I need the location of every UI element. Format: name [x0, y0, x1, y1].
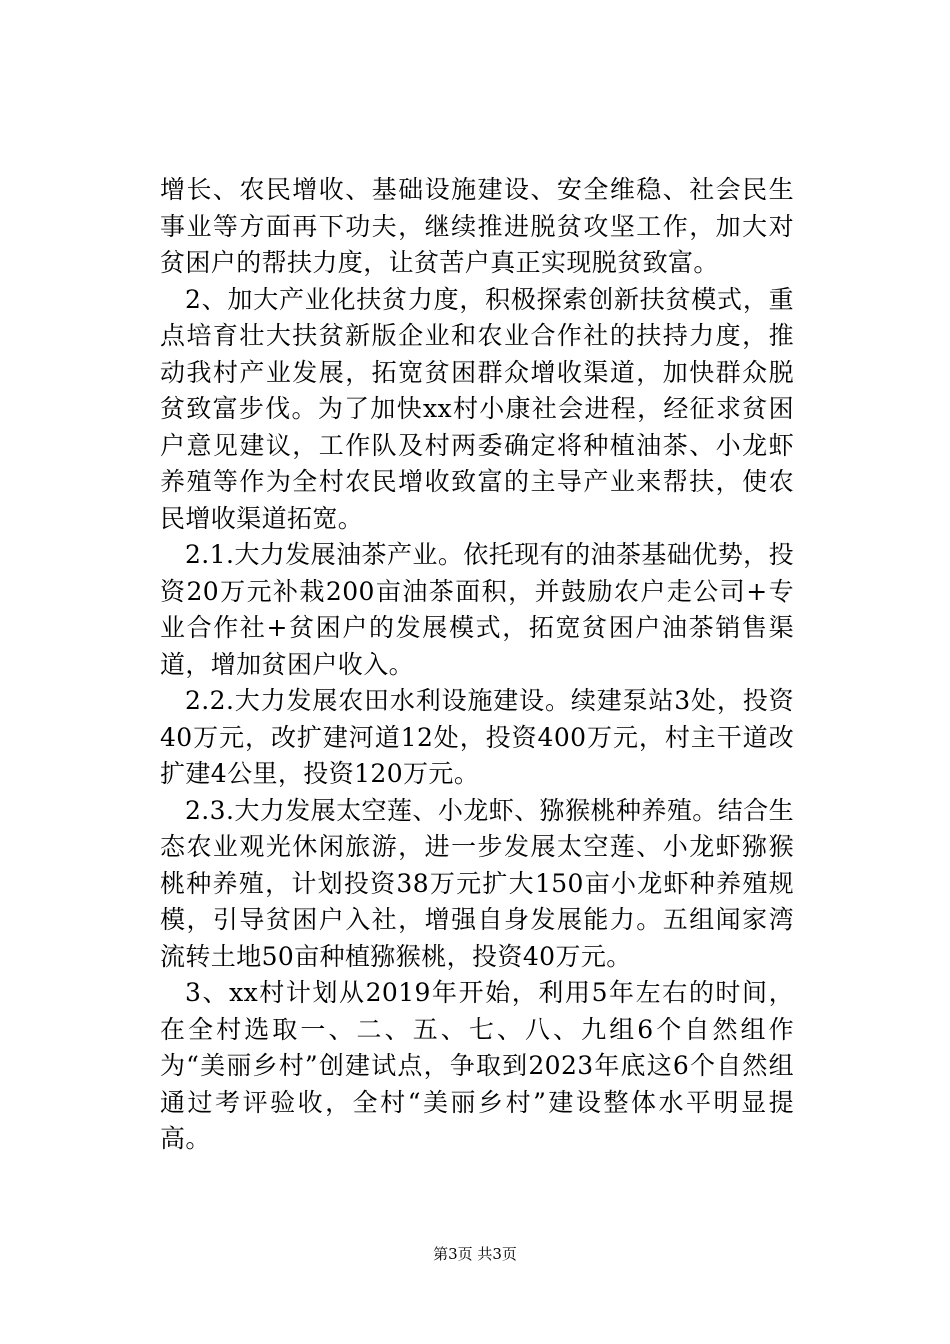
paragraph-item-2-2: 2.2.大力发展农田水利设施建设。续建泵站3处，投资40万元，改扩建河道12处，投资400万元，村主干道改扩建4公里，投资120万元。 — [160, 686, 794, 788]
document-body — [160, 172, 794, 1158]
paragraph-item-3: 3、xx村计划从2019年开始，利用5年左右的时间，在全村选取一、二、五、七、八、九组6个自然组作为“美丽乡村”创建试点，争取到2023年底这6个自然组通过考评验收，全村“美丽乡村”建设整体水平明显提高。 — [160, 978, 794, 1153]
paragraph-item-2: 2、加大产业化扶贫力度，积极探索创新扶贫模式，重点培育壮大扶贫新版企业和农业合作社的扶持力度，推动我村产业发展，拓宽贫困群众增收渠道，加快群众脱贫致富步伐。为了加快xx村小康社会进程，经征求贫困户意见建议，工作队及村两委确定将种植油茶、小龙虾养殖等作为全村农民增收致富的主导产业来帮扶，使农民增收渠道拓宽。 — [160, 284, 794, 533]
paragraph-continuation: 增长、农民增收、基础设施建设、安全维稳、社会民生事业等方面再下功夫，继续推进脱贫攻坚工作，加大对贫困户的帮扶力度，让贫苦户真正实现脱贫致富。 — [160, 175, 794, 277]
paragraph-item-2-3: 2.3.大力发展太空莲、小龙虾、猕猴桃种养殖。结合生态农业观光休闲旅游，进一步发展太空莲、小龙虾猕猴桃种养殖，计划投资38万元扩大150亩小龙虾种养殖规模，引导贫困户入社，增强自身发展能力。五组闻家湾流转土地50亩种植猕猴桃，投资40万元。 — [160, 795, 794, 971]
paragraph-item-2-1: 2.1.大力发展油茶产业。依托现有的油茶基础优势，投资20万元补栽200亩油茶面积，并鼓励农户走公司+专业合作社+贫困户的发展模式，拓宽贫困户油茶销售渠道，增加贫困户收入。 — [160, 540, 794, 679]
page-footer: 第3页 共3页 — [433, 1245, 517, 1263]
